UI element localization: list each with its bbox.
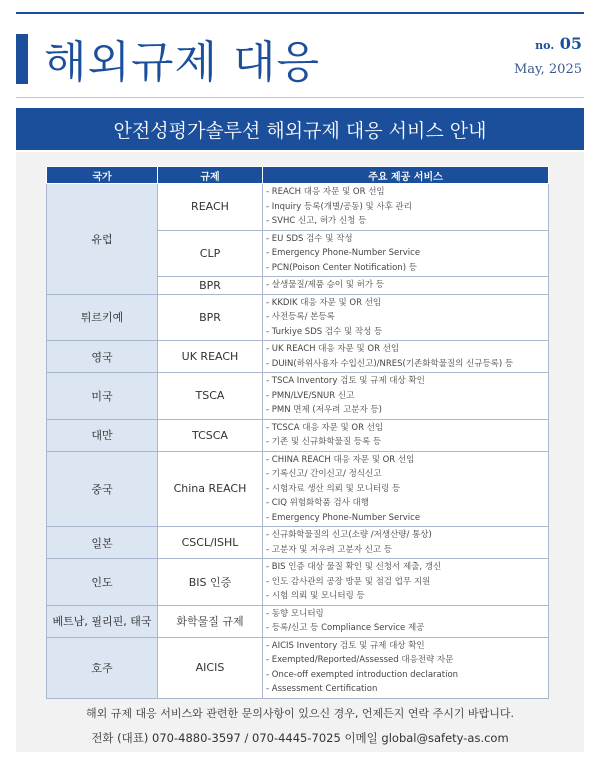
header-country: 국가	[47, 167, 158, 184]
service-item: - CHINA REACH 대응 자문 및 OR 선임	[266, 454, 415, 465]
service-item: - Assessment Certification	[266, 684, 378, 694]
service-item: - TCSCA 대응 자문 및 OR 선임	[266, 422, 384, 433]
service-item: - 살생물질/제품 승이 및 허가 등	[266, 280, 384, 290]
table-row	[47, 637, 549, 698]
issue-number	[535, 34, 582, 53]
country-cell: 일본	[47, 527, 158, 559]
page-title: 해외규제 대응	[44, 37, 321, 88]
title-accent-bar	[16, 34, 28, 84]
service-item: - REACH 대응 자문 및 OR 선임	[266, 187, 385, 197]
service-item: - Exempted/Reported/Assessed 대응전략 자문	[266, 655, 454, 665]
services-cell	[263, 605, 549, 637]
services-table	[46, 166, 549, 699]
service-item: - 기록신고/ 간이신고/ 정식신고	[266, 469, 382, 479]
table-row	[47, 527, 549, 559]
top-rule	[16, 12, 584, 14]
services-cell	[263, 559, 549, 606]
service-item: - DUIN(하위사용자 수입신고)/NRES(기존화학물질의 신규등록) 등	[266, 358, 514, 369]
issue-number-value: 05	[559, 34, 582, 53]
table-row	[47, 451, 549, 527]
regulation-cell: 화학물질 규제	[158, 605, 263, 637]
regulation-cell: China REACH	[158, 451, 263, 527]
service-item: - 기존 및 신규화학물질 등록 등	[266, 437, 382, 447]
service-item: - Emergency Phone-Number Service	[266, 248, 421, 258]
service-item: - 동향 모니터링	[266, 608, 324, 619]
service-item: - CIQ 위험화학품 검사 대행	[266, 498, 369, 508]
service-item: - 인도 감사관의 공장 방문 및 점검 업무 지원	[266, 576, 431, 587]
country-cell: 영국	[47, 341, 158, 373]
country-cell: 미국	[47, 373, 158, 420]
table-row	[47, 373, 549, 420]
service-item: - Inquiry 등록(개별/공동) 및 사후 관리	[266, 201, 412, 212]
country-cell: 중국	[47, 451, 158, 527]
services-cell	[263, 341, 549, 373]
services-cell	[263, 527, 549, 559]
table-header-row	[47, 167, 549, 184]
service-item: - 시험자료 생산 의뢰 및 모니터링 등	[266, 483, 401, 494]
service-item: - 시험 의뢰 및 모니터링 등	[266, 591, 365, 601]
table-row	[47, 294, 549, 341]
table-row	[47, 341, 549, 373]
header-services: 주요 제공 서비스	[263, 167, 549, 184]
service-item: - TSCA Inventory 검토 및 규제 대상 확인	[266, 376, 425, 386]
services-cell	[263, 277, 549, 295]
issue-prefix: no.	[535, 39, 555, 52]
regulation-cell: TSCA	[158, 373, 263, 420]
service-item: - EU SDS 검수 및 작성	[266, 233, 353, 244]
header-divider	[16, 97, 584, 98]
regulation-cell: BPR	[158, 277, 263, 295]
services-cell	[263, 419, 549, 451]
table-row	[47, 419, 549, 451]
regulation-cell: CLP	[158, 230, 263, 277]
service-item: - 신규화학물질의 신고(소량 /저생산량/ 통상)	[266, 530, 432, 540]
table-row	[47, 184, 549, 231]
services-cell	[263, 451, 549, 527]
services-cell	[263, 294, 549, 341]
service-item: - PCN(Poison Center Notification) 등	[266, 262, 417, 273]
country-cell: 베트남, 필리핀, 태국	[47, 605, 158, 637]
service-item: - AICIS Inventory 검토 및 규제 대상 확인	[266, 640, 425, 651]
country-cell: 인도	[47, 559, 158, 606]
services-cell	[263, 637, 549, 698]
footer-contact: 전화 (대표) 070-4880-3597 / 070-4445-7025 이메일 global@safety-as.com	[91, 731, 509, 745]
service-item: - PMN/LVE/SNUR 신고	[266, 390, 355, 401]
section-subtitle: 안전성평가솔루션 해외규제 대응 서비스 안내	[16, 108, 584, 150]
country-cell: 대만	[47, 419, 158, 451]
regulation-cell: CSCL/ISHL	[158, 527, 263, 559]
service-item: - 등록/신고 등 Compliance Service 제공	[266, 623, 425, 633]
issue-date: May, 2025	[513, 62, 582, 77]
services-cell	[263, 373, 549, 420]
regulation-cell: BIS 인증	[158, 559, 263, 606]
regulation-cell: UK REACH	[158, 341, 263, 373]
regulation-cell: AICIS	[158, 637, 263, 698]
country-cell: 호주	[47, 637, 158, 698]
table-body	[47, 184, 549, 699]
country-cell: 유럽	[47, 184, 158, 295]
services-cell	[263, 230, 549, 277]
service-item: - BIS 인증 대상 물질 확인 및 신청서 제출, 갱신	[266, 562, 442, 572]
table-row	[47, 605, 549, 637]
service-item: - SVHC 신고, 허가 신청 등	[266, 216, 367, 226]
service-item: - UK REACH 대응 자문 및 OR 선임	[266, 344, 400, 354]
header-regulation: 규제	[158, 167, 263, 184]
service-item: - Once-off exempted introduction declaration	[266, 669, 459, 680]
regulation-cell: TCSCA	[158, 419, 263, 451]
service-item: - 고분자 및 저우려 고분자 신고 등	[266, 544, 393, 555]
service-item: - 사전등록/ 본등록	[266, 312, 335, 322]
service-item: - KKDIK 대응 자문 및 OR 선임	[266, 297, 382, 308]
footer-notice: 해외 규제 대응 서비스와 관련한 문의사항이 있으신 경우, 언제든지 연락 주시기 바랍니다.	[86, 707, 514, 720]
service-item: - Emergency Phone-Number Service	[266, 512, 421, 523]
service-item: - Turkiye SDS 검수 및 작성 등	[266, 326, 383, 337]
services-cell	[263, 184, 549, 231]
country-cell: 튀르키예	[47, 294, 158, 341]
regulation-cell: BPR	[158, 294, 263, 341]
service-item: - PMN 면제 (저우려 고분자 등)	[266, 405, 382, 415]
table-row	[47, 559, 549, 606]
regulation-cell: REACH	[158, 184, 263, 231]
